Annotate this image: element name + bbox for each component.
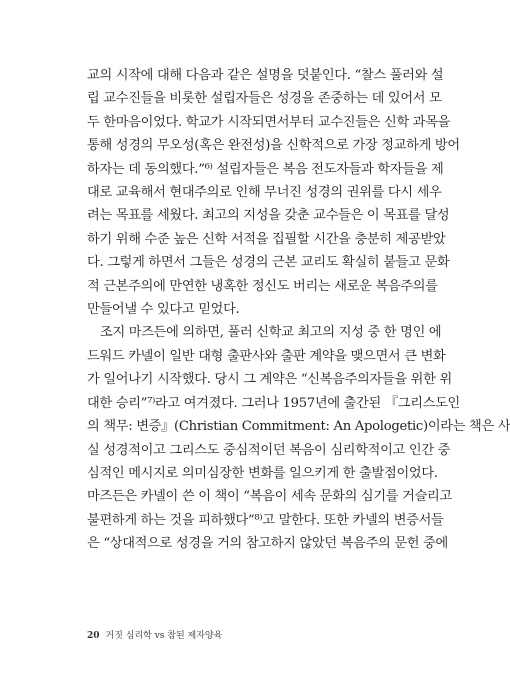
text-line: 불편하게 하는 것을 피하했다”⁸⁾고 말한다. 또한 카넬의 변증서들	[87, 512, 444, 528]
text-line: 실 성경적이고 그리스도 중심적이던 복음이 심리학적이고 인간 중	[87, 442, 451, 458]
text-line: 심적인 메시지로 의미심장한 변화를 일으키게 한 출발점이었다.	[87, 465, 438, 481]
text-line: 조지 마즈든에 의하면, 풀러 신학교 최고의 지성 중 한 명인 에	[100, 325, 442, 341]
text-line: 다. 그렇게 하면서 그들은 성경의 근본 교리도 확실히 붙들고 문화	[87, 255, 450, 271]
body-text	[87, 64, 510, 556]
text-line: 교의 시작에 대해 다음과 같은 설명을 덧붙인다. “찰스 풀러와 설	[87, 68, 444, 83]
text-line: 하기 위해 수준 높은 신학 서적을 집필할 시간을 충분히 제공받았	[87, 231, 446, 247]
running-title: 거짓 심리학 vs 참된 제자양육	[105, 631, 223, 641]
text-line: 적 근본주의에 만연한 냉혹한 정신도 버리는 새로운 복음주의를	[87, 278, 438, 294]
page-number: 20	[87, 631, 100, 641]
text-line: 대한 승리”⁷⁾라고 여겨졌다. 그러나 1957년에 출간된 『그리스도인	[87, 395, 460, 411]
text-line: 드워드 카넬이 일반 대형 출판사와 출판 계약을 맺으면서 큰 변화	[87, 348, 446, 364]
text-line: 하자는 데 동의했다.”⁶⁾ 설립자들은 복음 전도자들과 학자들을 제	[87, 161, 444, 177]
text-line: 두 한마음이었다. 학교가 시작되면서부터 교수진들은 신학 과목을	[87, 114, 451, 130]
text-line: 립 교수진들을 비롯한 설립자들은 성경을 존중하는 데 있어서 모	[87, 91, 442, 107]
text-line: 대로 교육해서 현대주의로 인해 무너진 성경의 권위를 다시 세우	[87, 185, 442, 201]
text-line: 만들어낼 수 있다고 믿었다.	[87, 302, 240, 318]
page-footer	[87, 628, 222, 642]
text-line: 은 “상대적으로 성경을 거의 참고하지 않았던 복음주의 문헌 중에	[87, 536, 448, 552]
text-line: 의 책무: 변증』(Christian Commitment: An Apologetic)이라는 책은 사	[87, 419, 510, 435]
text-line: 가 일어나기 시작했다. 당시 그 계약은 “신복음주의자들을 위한 위	[87, 372, 452, 388]
text-line: 려는 목표를 세웠다. 최고의 지성을 갖춘 교수들은 이 목표를 달성	[87, 208, 450, 224]
text-line: 통해 성경의 무오성(혹은 완전성)을 신학적으로 가장 정교하게 방어	[87, 138, 460, 154]
text-line: 마즈든은 카넬이 쓴 이 책이 “복음이 세속 문화의 심기를 거슬리고	[87, 489, 452, 505]
